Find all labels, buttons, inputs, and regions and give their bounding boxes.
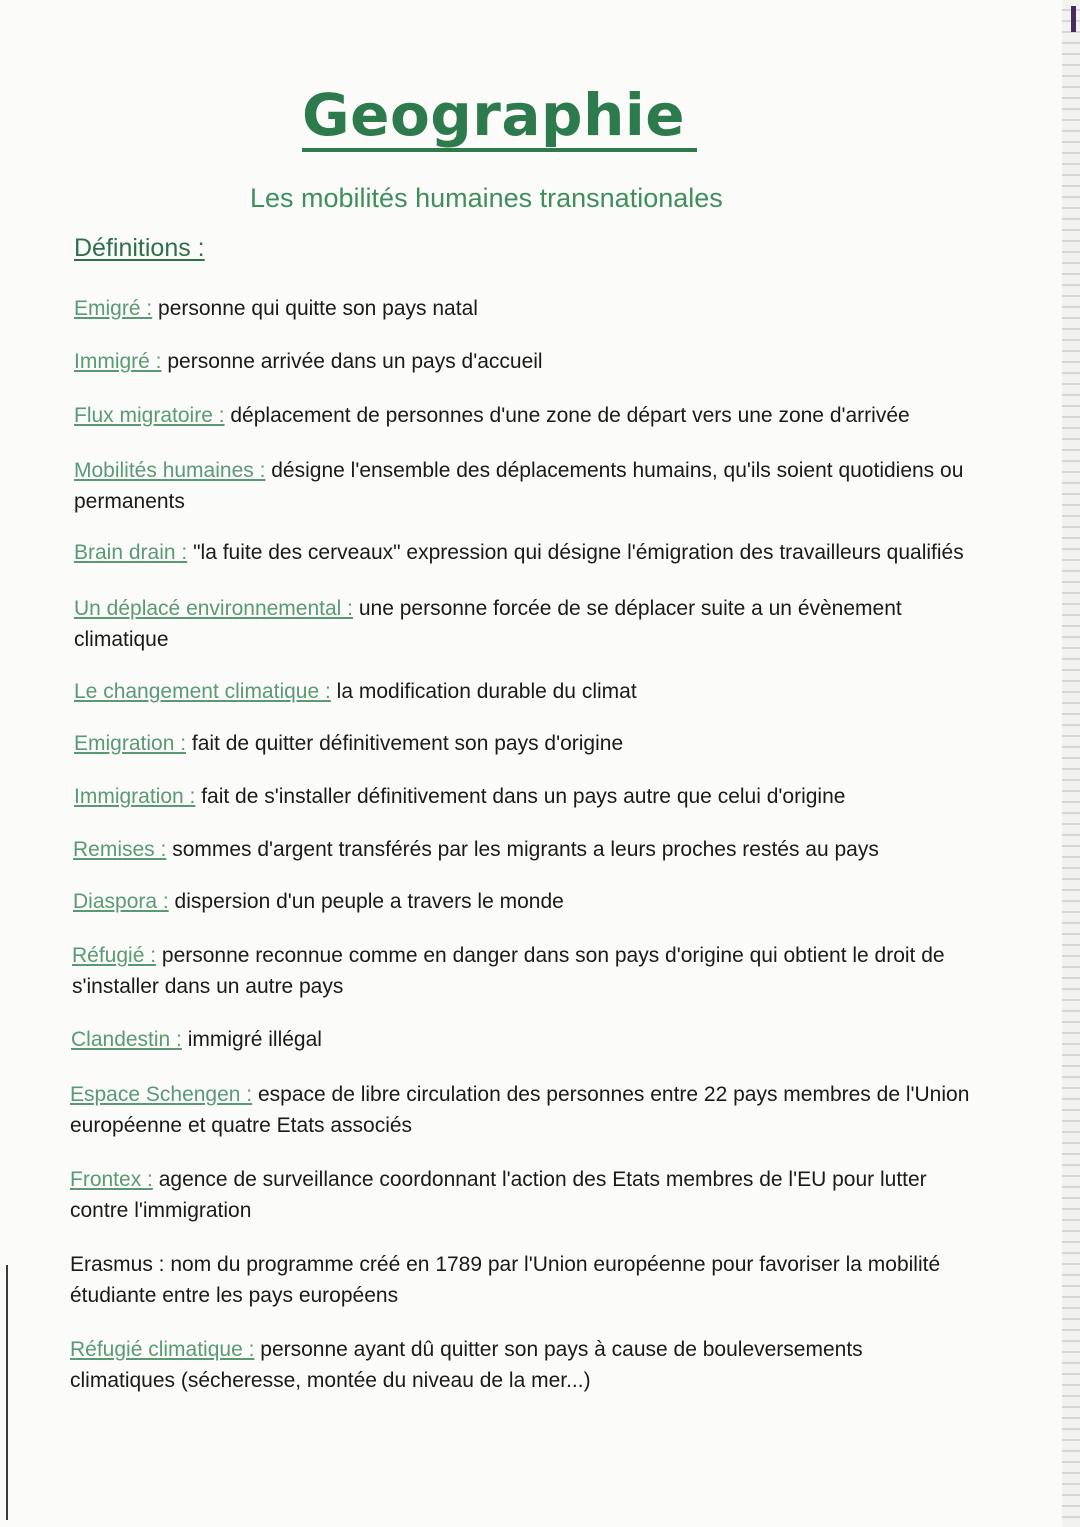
definition-term: Réfugié : bbox=[72, 944, 157, 967]
definition-term: Mobilités humaines : bbox=[74, 459, 266, 482]
definition-text: fait de s'installer définitivement dans un pays autre que celui d'origine bbox=[195, 785, 846, 808]
definition-item bbox=[70, 1249, 995, 1311]
definition-item bbox=[74, 293, 1014, 324]
definition-term: Emigration : bbox=[74, 732, 187, 755]
definition-item bbox=[74, 728, 1014, 759]
definition-term: Espace Schengen : bbox=[70, 1083, 253, 1106]
corner-marker bbox=[1071, 6, 1076, 32]
definition-item bbox=[74, 676, 1014, 707]
section-heading: Définitions : bbox=[74, 234, 205, 262]
definition-term: Réfugié climatique : bbox=[70, 1338, 255, 1361]
definition-text: personne reconnue comme en danger dans son pays d'origine qui obtient le droit de s'installer dans un autre pays bbox=[72, 944, 945, 998]
definition-text: personne arrivée dans un pays d'accueil bbox=[161, 350, 543, 373]
definition-text: fait de quitter définitivement son pays d'origine bbox=[186, 732, 624, 755]
definition-text: immigré illégal bbox=[181, 1028, 322, 1051]
definition-item bbox=[72, 940, 992, 1002]
definition-text: sommes d'argent transférés par les migrants a leurs proches restés au pays bbox=[166, 838, 879, 861]
definition-text: désigne l'ensemble des déplacements humains, qu'ils soient quotidiens ou permanents bbox=[74, 459, 964, 513]
definition-item bbox=[74, 781, 1034, 812]
definition-item bbox=[73, 834, 1033, 865]
definition-term: Immigré : bbox=[74, 350, 162, 373]
definition-item bbox=[73, 886, 1013, 917]
definition-item bbox=[70, 1079, 1005, 1141]
definition-term: Flux migratoire : bbox=[74, 404, 225, 427]
definition-text: la modification durable du climat bbox=[330, 680, 637, 703]
definition-term: Frontex : bbox=[70, 1168, 153, 1191]
definition-term: Le changement climatique : bbox=[74, 680, 331, 703]
definition-item bbox=[74, 400, 1034, 431]
definition-term: Emigré : bbox=[74, 297, 153, 320]
definition-text: dispersion d'un peuple a travers le monde bbox=[168, 890, 564, 913]
definition-text: espace de libre circulation des personnes entre 22 pays membres de l'Union européenne et quatre Etats associés bbox=[70, 1083, 970, 1137]
definition-text: déplacement de personnes d'une zone de départ vers une zone d'arrivée bbox=[224, 404, 910, 427]
definition-item bbox=[70, 1164, 970, 1226]
definition-text: agence de surveillance coordonnant l'action des Etats membres de l'EU pour lutter contre l'immigration bbox=[70, 1168, 927, 1222]
definition-item bbox=[74, 455, 1004, 517]
definition-text: personne ayant dû quitter son pays à cause de bouleversements climatiques (sécheresse, montée du niveau de la mer...) bbox=[70, 1338, 863, 1392]
definition-item bbox=[74, 537, 1034, 568]
definition-term: Immigration : bbox=[74, 785, 196, 808]
definition-item bbox=[70, 1334, 910, 1396]
definition-item bbox=[74, 593, 944, 655]
definition-term: Diaspora : bbox=[73, 890, 169, 913]
definition-item bbox=[74, 346, 1014, 377]
margin-line bbox=[6, 1265, 8, 1520]
definition-text: personne qui quitte son pays natal bbox=[152, 297, 478, 320]
page-subtitle: Les mobilités humaines transnationales bbox=[250, 183, 723, 213]
definition-term: Clandestin : bbox=[71, 1028, 182, 1051]
definition-text: Erasmus : nom du programme créé en 1789 par l'Union européenne pour favoriser la mobilité étudiante entre les pays européens bbox=[70, 1253, 941, 1307]
definition-term: Brain drain : bbox=[74, 541, 188, 564]
page-stack-edge bbox=[1062, 0, 1080, 1527]
definition-term: Remises : bbox=[73, 838, 167, 861]
definition-term: Un déplacé environnemental : bbox=[74, 597, 354, 620]
definition-text: une personne forcée de se déplacer suite a un évènement climatique bbox=[74, 597, 902, 651]
definition-item bbox=[71, 1024, 1011, 1055]
page-title: Geographie bbox=[302, 82, 697, 152]
definition-text: "la fuite des cerveaux" expression qui désigne l'émigration des travailleurs qualifiés bbox=[187, 541, 964, 564]
